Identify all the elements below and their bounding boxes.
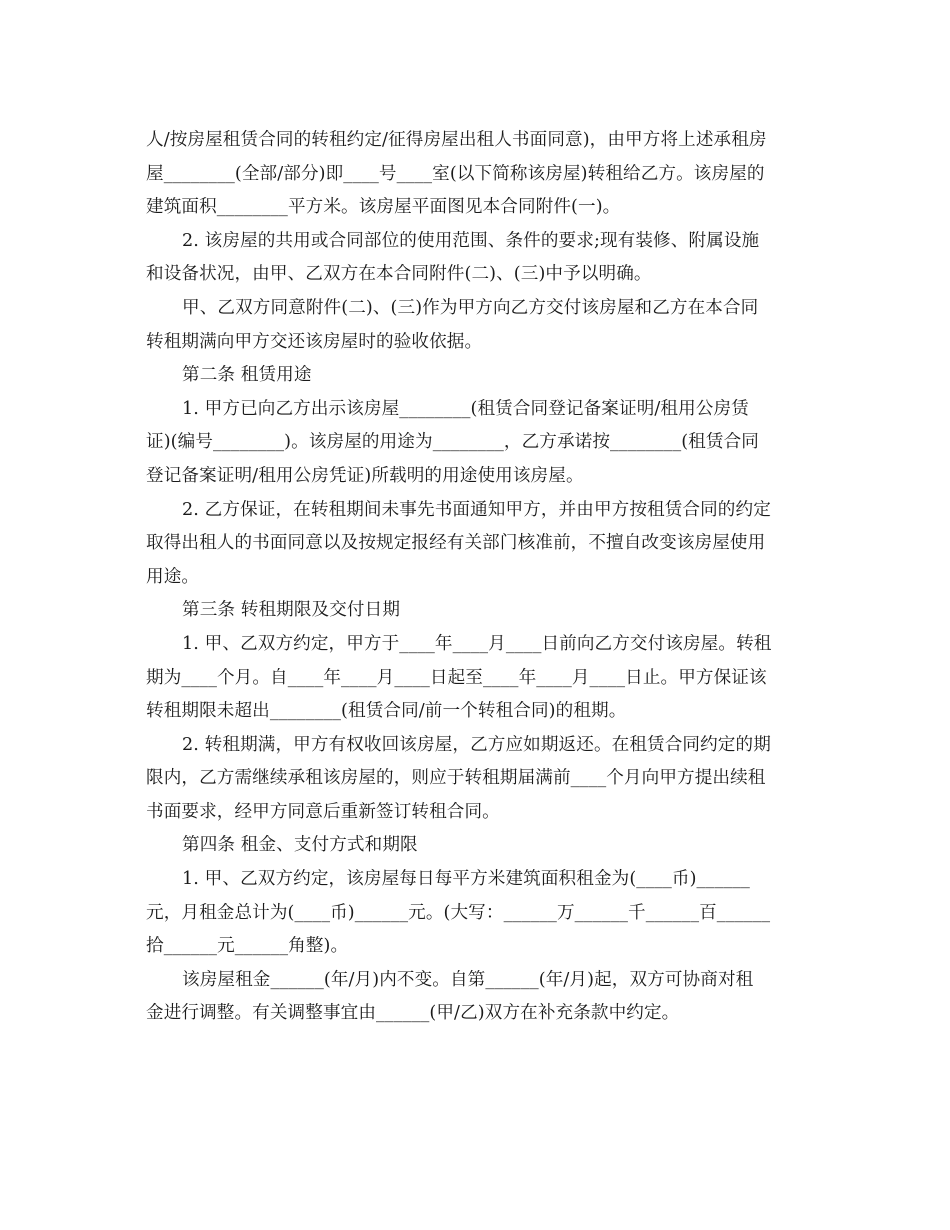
- body-line: 建筑面积________平方米。该房屋平面图见本合同附件(一)。: [146, 197, 621, 218]
- body-line: 期为____个月。自____年____月____日起至____年____月____日止。甲方保证该: [146, 667, 767, 688]
- paragraph-start-line: 1. 甲、乙双方约定，该房屋每日每平方米建筑面积租金为(____币)______: [182, 869, 750, 890]
- body-line: 登记备案证明/租用公房凭证)所载明的用途使用该房屋。: [146, 465, 584, 486]
- body-line: 拾______元______角整)。: [146, 936, 349, 957]
- body-line: 转租期满向甲方交还该房屋时的验收依据。: [146, 331, 483, 352]
- body-line: 人/按房屋租赁合同的转租约定/征得房屋出租人书面同意)，由甲方将上述承租房: [146, 130, 767, 150]
- section-heading: 第三条 转租期限及交付日期: [182, 600, 401, 621]
- paragraph-start-line: 2. 转租期满，甲方有权收回该房屋，乙方应如期返还。在租赁合同约定的期: [182, 734, 771, 755]
- body-line: 限内，乙方需继续承租该房屋的，则应于转租期届满前____个月向甲方提出续租: [146, 768, 766, 789]
- body-line: 取得出租人的书面同意以及按规定报经有关部门核准前，不擅自改变该房屋使用: [146, 533, 766, 554]
- paragraph-start-line: 1. 甲、乙双方约定，甲方于____年____月____日前向乙方交付该房屋。转租: [182, 633, 772, 654]
- body-line: 元，月租金总计为(____币)______元。(大写：______万______千______百______: [146, 902, 771, 923]
- body-line: 转租期限未超出________(租赁合同/前一个转租合同)的租期。: [146, 701, 627, 722]
- section-heading: 第四条 租金、支付方式和期限: [182, 835, 418, 856]
- paragraph-start-line: 该房屋租金______(年/月)内不变。自第______(年/月)起，双方可协商对租: [182, 969, 754, 990]
- body-line: 金进行调整。有关调整事宜由______(甲/乙)双方在补充条款中约定。: [146, 1003, 680, 1024]
- body-line: 证)(编号________)。该房屋的用途为________，乙方承诺按________(租赁合同: [146, 432, 759, 453]
- paragraph-start-line: 2. 该房屋的共用或合同部位的使用范围、条件的要求;现有装修、附属设施: [182, 230, 760, 251]
- body-line: 屋________(全部/部分)即____号____室(以下简称该房屋)转租给乙方。该房屋的: [146, 163, 765, 184]
- paragraph-start-line: 甲、乙双方同意附件(二)、(三)作为甲方向乙方交付该房屋和乙方在本合同: [182, 297, 759, 318]
- body-line: 和设备状况，由甲、乙双方在本合同附件(二)、(三)中予以明确。: [146, 264, 652, 285]
- section-heading: 第二条 租赁用途: [182, 365, 312, 386]
- body-line: 书面要求，经甲方同意后重新签订转租合同。: [146, 801, 500, 822]
- paragraph-start-line: 2. 乙方保证，在转租期间未事先书面通知甲方，并由甲方按租赁合同的约定: [182, 499, 771, 520]
- paragraph-start-line: 1. 甲方已向乙方出示该房屋________(租赁合同登记备案证明/租用公房赁: [182, 398, 749, 419]
- document-body: [146, 124, 810, 1031]
- body-line: 用途。: [146, 566, 200, 587]
